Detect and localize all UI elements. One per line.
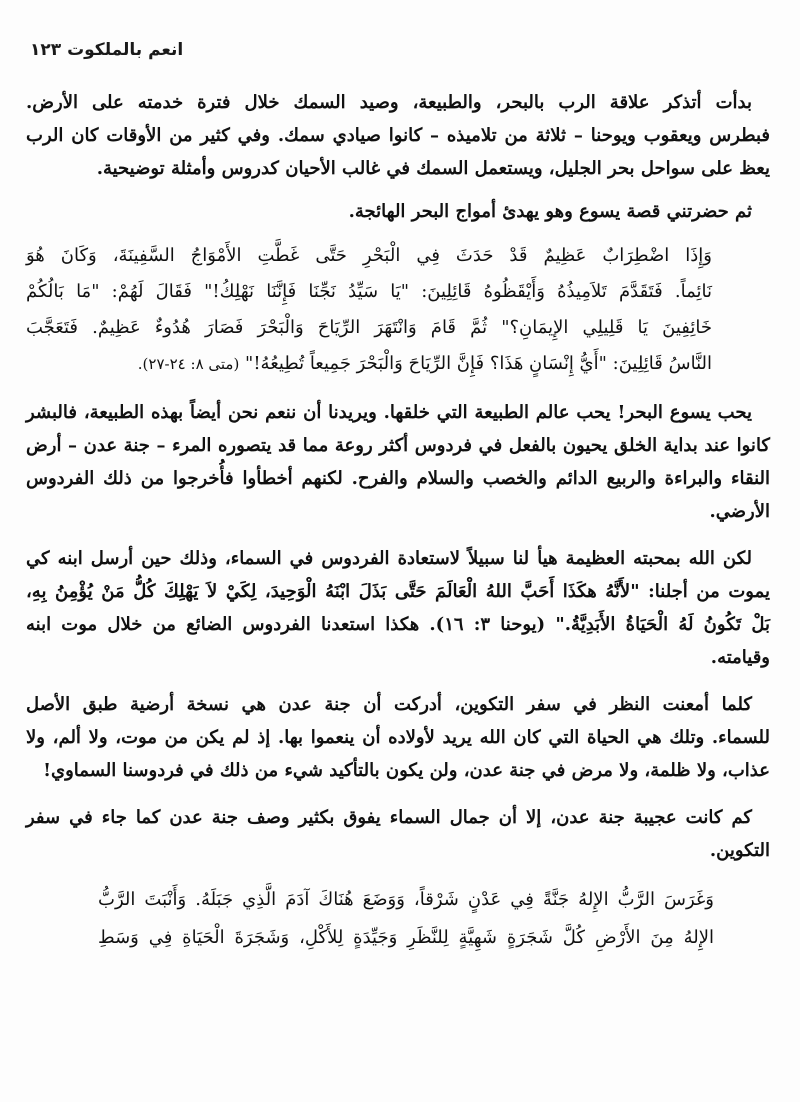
page-number: ١٢٣ xyxy=(30,40,62,60)
paragraph xyxy=(26,542,770,674)
running-title: انعم بالملكوت xyxy=(67,40,184,60)
scripture-reference: (متى ٨: ٢٤-٢٧). xyxy=(137,355,240,373)
quote-line: الإِلهُ مِنَ الأَرْضِ كُلَّ شَجَرَةٍ شَهِيَّةٍ لِلنَّظَرِ وَجَيِّدَةٍ لِلأَكْلِ، وَشَجَرَةَ الْحَيَاةِ فِي وَسَطِ xyxy=(98,927,714,948)
text-line: ثم حضرتني قصة يسوع وهو يهدئ أمواج البحر الهائجة. xyxy=(348,201,752,222)
scripture-quote xyxy=(98,881,714,957)
text-line: النقاء والبراءة والربيع الدائم والخصب والسلام والفرح. لكنهم أخطأوا فأُخرجوا من ذلك الفردوس xyxy=(26,468,770,489)
paragraph xyxy=(26,195,770,228)
running-header xyxy=(30,40,183,60)
text-line: للسماء. وتلك هي الحياة التي كان الله يريد لأولاده أن ينعموا بها. إذ لم يكن من موت، ولا ألم، ولا xyxy=(26,727,770,748)
text-line: بَلْ تَكُونُ لَهُ الْحَيَاةُ الأَبَدِيَّةُ." (يوحنا ٣: ١٦). هكذا استعدنا الفردوس الضائع من خلال موت ابنه xyxy=(26,614,770,635)
quote-text: النَّاسُ قَائِلِينَ: "أَيُّ إِنْسَانٍ هَذَا؟ فَإِنَّ الرِّيَاحَ وَالْبَحْرَ جَمِيعاً تُطِيعُهُ!" xyxy=(245,353,712,374)
text-line: بدأت أتذكر علاقة الرب بالبحر، والطبيعة، وصيد السمك خلال فترة خدمته على الأرض. xyxy=(26,92,752,113)
scripture-quote xyxy=(26,238,712,382)
text-line: لكن الله بمحبته العظيمة هيأ لنا سبيلاً لاستعادة الفردوس في السماء، وذلك حين أرسل ابنه كي xyxy=(26,548,752,569)
text-line: فبطرس ويعقوب ويوحنا – ثلاثة من تلاميذه – كانوا صيادي سمك. وفي كثير من الأوقات كان الرب xyxy=(26,125,770,146)
text-line: كانوا عند بداية الخلق يحيون بالفعل في فردوس أكثر روعة مما قد يتصوره المرء – جنة عدن – أرض xyxy=(26,435,770,456)
text-line: يعظ على سواحل بحر الجليل، ويستعمل السمك في غالب الأحيان كدروس وأمثلة توضيحية. xyxy=(96,158,770,179)
text-line: كم كانت عجيبة جنة عدن، إلا أن جمال السماء يفوق بكثير وصف جنة عدن كما جاء في سفر xyxy=(26,807,752,828)
text-line: الأرضي. xyxy=(709,501,770,522)
quote-line: نَائِماً. فَتَقَدَّمَ تَلاَمِيذُهُ وَأَيْقَظُوهُ قَائِلِينَ: "يَا سَيِّدُ نَجِّنَا فَإِنَّنَا نَهْلِكُ!" فَقَالَ لَهُمْ: "مَا بَالُكُمْ xyxy=(26,281,712,302)
text-line: وقيامته. xyxy=(710,647,770,668)
text-line: عذاب، ولا ظلمة، ولا مرض في جنة عدن، ولن يكون بالتأكيد شيء من ذلك في فردوسنا السماوي! xyxy=(43,760,770,781)
text-line: التكوين. xyxy=(709,840,770,861)
quote-line xyxy=(26,346,712,382)
paragraph xyxy=(26,86,770,185)
text-line: كلما أمعنت النظر في سفر التكوين، أدركت أن جنة عدن هي نسخة أرضية طبق الأصل xyxy=(26,694,752,715)
quote-line: وَغَرَسَ الرَّبُّ الإِلهُ جَنَّةً فِي عَدْنٍ شَرْقاً، وَوَضَعَ هُنَاكَ آدَمَ الَّذِي جَبَلَهُ. وَأَنْبَتَ الرَّبُّ xyxy=(98,889,714,910)
page-body xyxy=(26,86,770,957)
paragraph xyxy=(26,688,770,787)
quote-line: وَإِذَا اضْطِرَابٌ عَظِيمٌ قَدْ حَدَثَ فِي الْبَحْرِ حَتَّى غَطَّتِ الأَمْوَاجُ السَّفِينَةَ، وَكَانَ هُوَ xyxy=(26,245,712,266)
paragraph xyxy=(26,396,770,528)
paragraph xyxy=(26,801,770,867)
text-line: يحب يسوع البحر! يحب عالم الطبيعة التي خلقها. ويريدنا أن ننعم نحن أيضاً بهذه الطبيعة، فالبشر xyxy=(26,402,752,423)
quote-line: خَائِفِينَ يَا قَلِيلِي الإِيمَانِ؟" ثُمَّ قَامَ وَانْتَهَرَ الرِّيَاحَ وَالْبَحْرَ فَصَارَ هُدُوءٌ عَظِيمٌ. فَتَعَجَّبَ xyxy=(26,317,712,338)
text-line: يموت من أجلنا: "لأَنَّهُ هكَذَا أَحَبَّ اللهُ الْعَالَمَ حَتَّى بَذَلَ ابْنَهُ الْوَحِيدَ، لِكَيْ لاَ يَهْلِكَ كُلُّ مَنْ يُؤْمِنُ بِهِ، xyxy=(26,581,770,602)
